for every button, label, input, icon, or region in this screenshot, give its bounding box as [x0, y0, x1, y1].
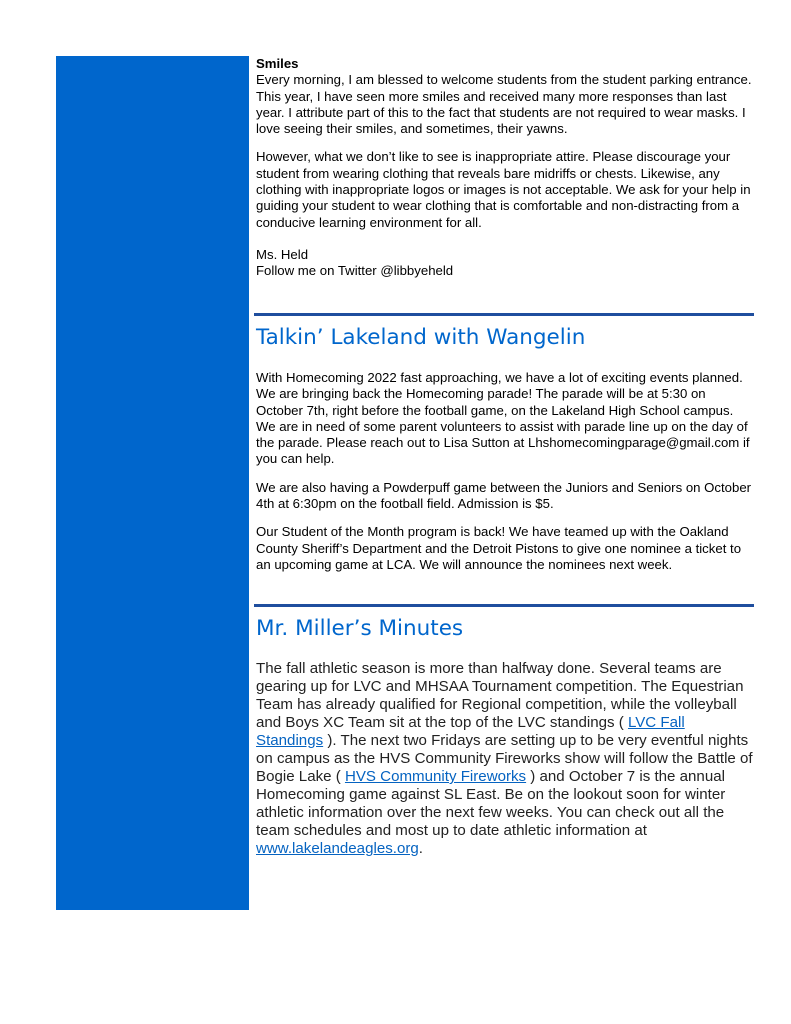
wangelin-title: Talkin’ Lakeland with Wangelin [256, 325, 586, 350]
wangelin-paragraph-1: With Homecoming 2022 fast approaching, we have a lot of exciting events planned. We are bringing back the Homecoming parade! The parade will be at 5:30 on October 7th, right before the football game, on the Lakeland High School campus. We are in need of some parent volunteers to assist with parade line up on the day of the parade. Please reach out to Lisa Sutton at Lhshomecomingparage@gmail.com if you can help. [256, 370, 750, 467]
smiles-paragraph-1: Every morning, I am blessed to welcome students from the student parking entrance. This year, I have seen more smiles and received many more responses than last year. I attribute part of this to the fact that students are not required to wear masks. I love seeing their smiles, and sometimes, their yawns. [256, 72, 752, 137]
miller-paragraph [256, 660, 753, 858]
miller-text-3: ) and October 7 is the annual Homecoming game against SL East. Be on the lookout soon for winter athletic information over the next few weeks. You can check out all the team schedules and most up to date athletic information at [256, 768, 726, 839]
twitter-handle: Follow me on Twitter @libbyeheld [256, 263, 454, 279]
miller-text-4: . [418, 840, 423, 857]
lakeland-eagles-link[interactable]: www.lakelandeagles.org [256, 840, 419, 857]
smiles-paragraph-2: However, what we don’t like to see is inappropriate attire. Please discourage your student from wearing clothing that reveals bare midriffs or chests. Likewise, any clothing with inappropriate logos or images is not acceptable. We ask for your help in guiding your student to wear clothing that is comfortable and non-distracting from a conducive learning environment for all. [256, 149, 751, 230]
smiles-section [256, 56, 753, 280]
smiles-heading: Smiles [256, 56, 299, 71]
miller-title: Mr. Miller’s Minutes [256, 616, 464, 641]
wangelin-paragraph-2: We are also having a Powderpuff game between the Juniors and Seniors on October 4th at 6:30pm on the football field. Admission is $5. [256, 479, 752, 512]
miller-text-1: The fall athletic season is more than halfway done. Several teams are gearing up for LVC and MHSAA Tournament competition. The Equestrian Team has already qualified for Regional competition, while the volleyball and Boys XC Team sit at the top of the LVC standings ( [256, 660, 744, 731]
section-divider [254, 604, 754, 607]
hvs-fireworks-link[interactable]: HVS Community Fireworks [344, 768, 527, 785]
lvc-standings-link[interactable]: LVC Fall Standings [256, 714, 685, 749]
miller-section [256, 660, 753, 858]
sidebar-panel [56, 56, 249, 910]
miller-text-2: ). The next two Fridays are setting up to be very eventful nights on campus as the HVS Community Fireworks show will follow the Battle of Bogie Lake ( [256, 732, 753, 785]
wangelin-paragraph-3: Our Student of the Month program is back! We have teamed up with the Oakland County Sheriff’s Department and the Detroit Pistons to give one nominee a ticket to an upcoming game at LCA. We will announce the nominees next week. [256, 524, 742, 572]
wangelin-section [256, 370, 753, 573]
signature: Ms. Held [256, 246, 309, 262]
section-divider [254, 313, 754, 316]
